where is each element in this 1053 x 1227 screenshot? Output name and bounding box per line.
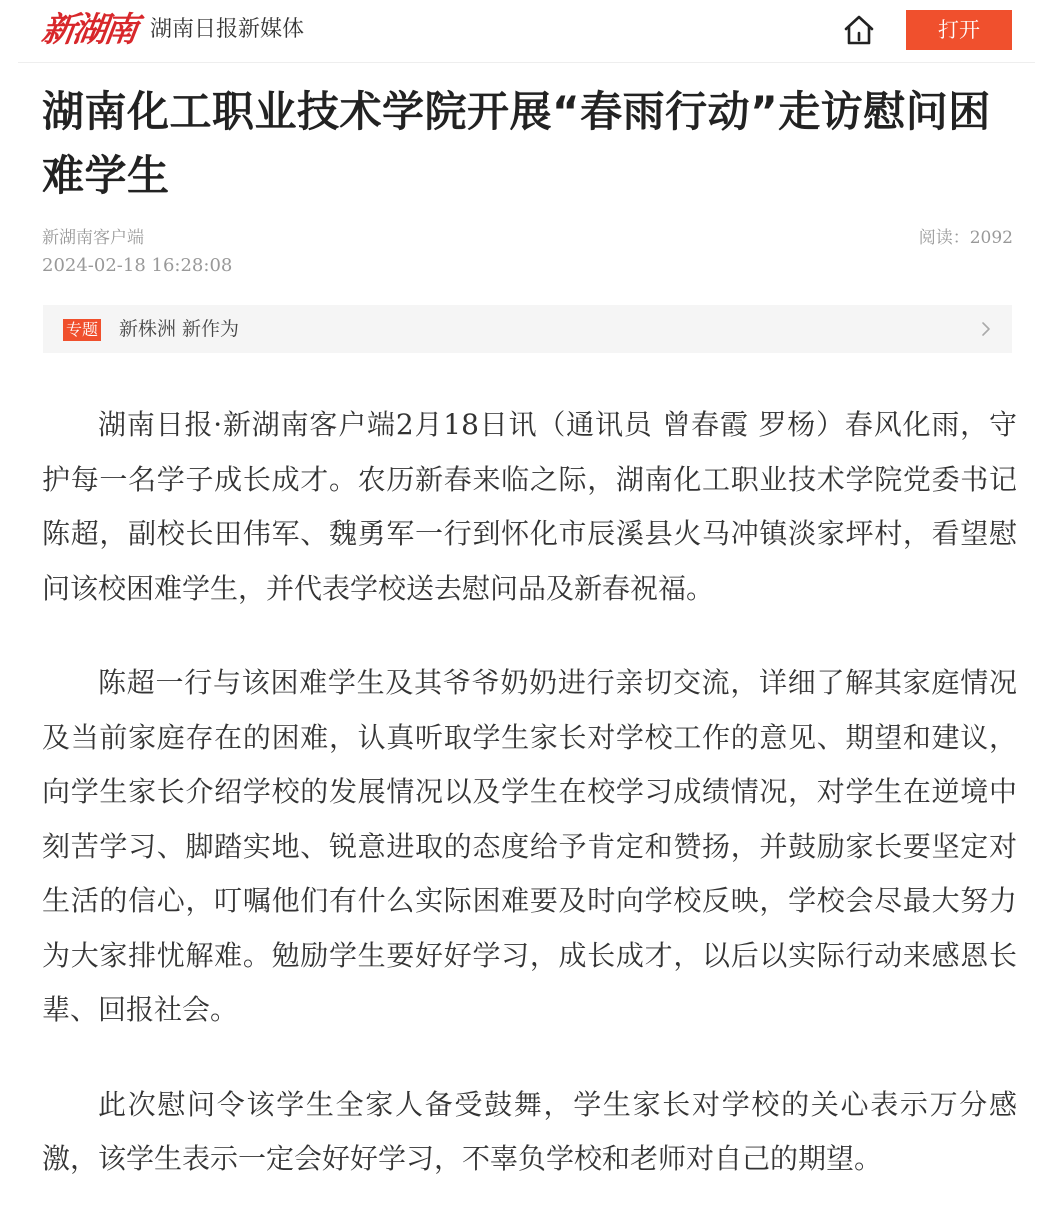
brand-logo[interactable]: 新湖南 xyxy=(39,10,138,50)
topic-link[interactable] xyxy=(43,305,1012,353)
chevron-right-icon xyxy=(980,319,992,339)
read-count: 阅读：2092 xyxy=(918,228,1013,248)
article-paragraph: 此次慰问令该学生全家人备受鼓舞，学生家长对学校的关心表示万分感激，该学生表示一定会好好学习，不辜负学校和老师对自己的期望。 xyxy=(42,1087,1017,1175)
article-paragraph: 湖南日报·新湖南客户端2月18日讯（通讯员 曾春霞 罗杨）春风化雨，守护每一名学子成长成才。农历新春来临之际，湖南化工职业技术学院党委书记陈超，副校长田伟军、魏勇军一行到怀化市辰溪县火马冲镇淡家坪村，看望慰问该校困难学生，并代表学校送去慰问品及新春祝福。 xyxy=(42,408,1017,605)
brand-name: 湖南日报新媒体 xyxy=(150,17,305,42)
article-body xyxy=(42,398,1017,1227)
article-datetime: 2024-02-18 16:28:08 xyxy=(42,255,233,276)
home-icon[interactable] xyxy=(842,13,876,47)
topic-name: 新株洲 新作为 xyxy=(119,318,240,340)
article-source: 新湖南客户端 xyxy=(42,228,144,248)
open-app-button[interactable]: 打开 xyxy=(906,10,1012,50)
topic-badge: 专题 xyxy=(63,319,101,341)
article-title: 湖南化工职业技术学院开展“春雨行动”走访慰问困难学生 xyxy=(42,87,991,200)
article-paragraph: 陈超一行与该困难学生及其爷爷奶奶进行亲切交流，详细了解其家庭情况及当前家庭存在的困难，认真听取学生家长对学校工作的意见、期望和建议，向学生家长介绍学校的发展情况以及学生在校学习成绩情况，对学生在逆境中刻苦学习、脚踏实地、锐意进取的态度给予肯定和赞扬，并鼓励家长要坚定对生活的信心，叮嘱他们有什么实际困难要及时向学校反映，学校会尽最大努力为大家排忧解难。勉励学生要好好学习，成长成才，以后以实际行动来感恩长辈、回报社会。 xyxy=(42,666,1017,1026)
top-bar xyxy=(0,0,1053,62)
header-divider xyxy=(18,62,1035,63)
